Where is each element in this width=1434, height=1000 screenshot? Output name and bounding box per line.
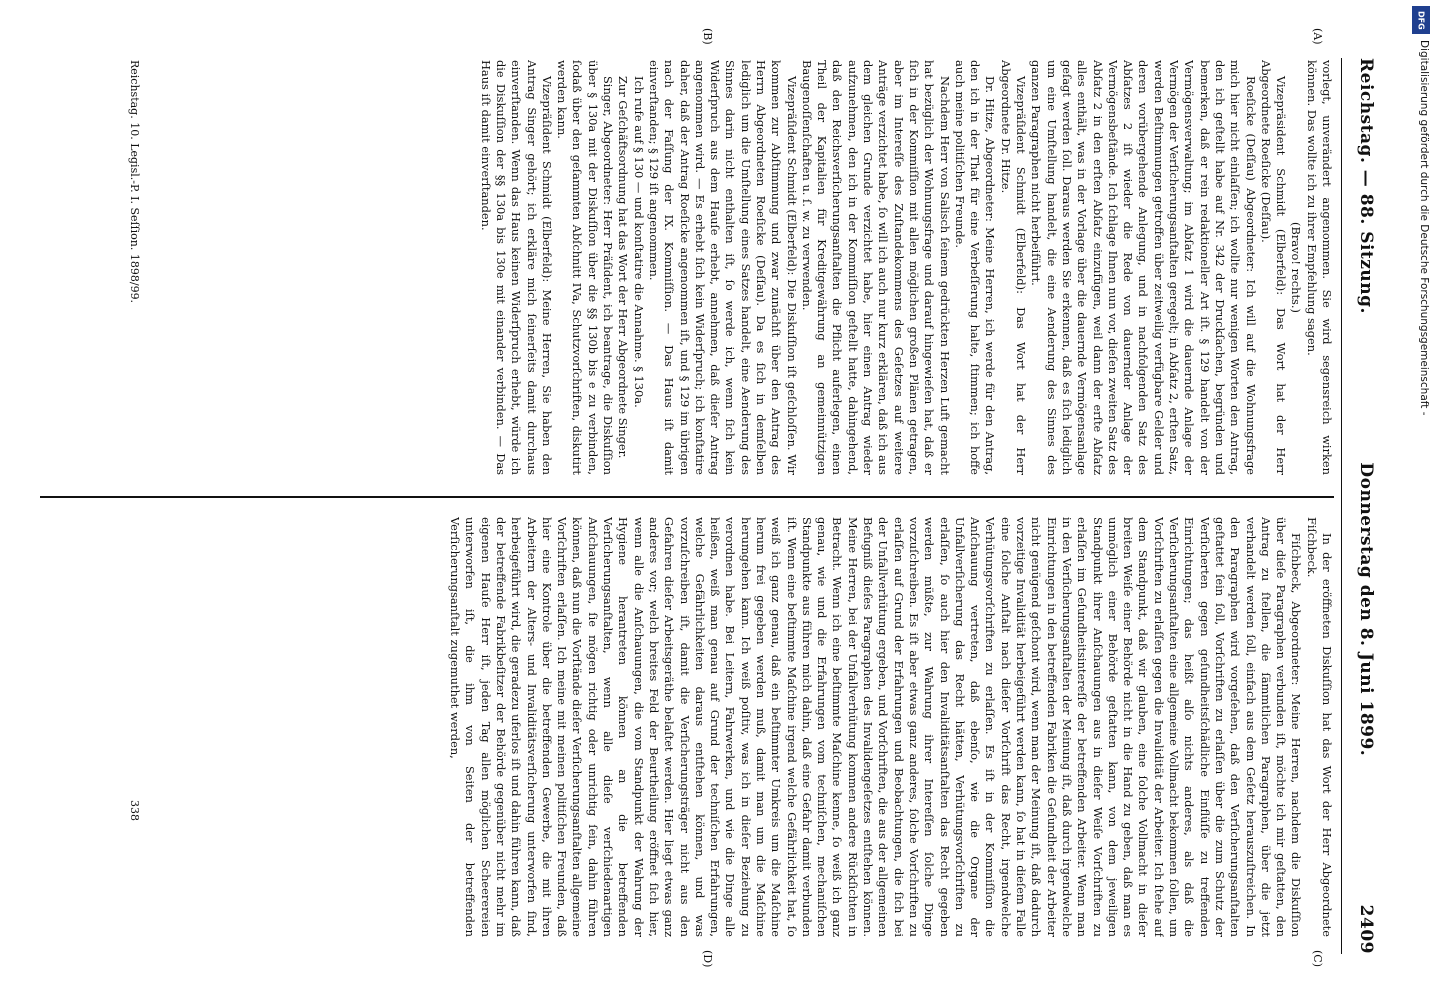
applause-note: (Bravo! rechts.) (1289, 222, 1304, 313)
margin-marker-c: (C) (1311, 950, 1324, 967)
paragraph: Dr. Hitze, Abgeordneter: Meine Herren, ich werde für den Antrag, den ich in der That für eine Verbeſſerung halte, ſtimmen; ich hoffe auch meine politiſchen Freunde. (952, 60, 998, 475)
right-column (40, 517, 1334, 937)
digitization-note: Digitalisierung gefördert durch die Deutsche Forschungsgemeinschaft - (1418, 40, 1430, 416)
margin-marker-b: (B) (701, 28, 714, 45)
margin-marker-a: (A) (1311, 28, 1324, 45)
paragraph: Vizepräſident Schmidt (Elberfeld): Die Diskuſſion iſt geſchloſſen. Wir kommen zur Abſtimmung und zwar zunächſt über den Antrag des Herrn Abgeordneten Roeſicke (Deſſau). Da es ſich in demſelben lediglich um die Umſtellung eines Satzes handelt, eine Aenderung des Sinnes darin nicht enthalten iſt, ſo werde ich, wenn ſich kein Widerſpruch aus dem Hauſe erhebt, annehmen, daß dieſer Antrag angenommen wird. — Es erhebt ſich kein Widerſpruch; ich konſtatire daher, daß der Antrag Roeſicke angenommen iſt, und § 129 im übrigen nach der Faſſung der IX. Kommiſſion. — Das Haus iſt damit einverſtanden; § 129 iſt angenommen. (646, 60, 799, 475)
page-header (1350, 58, 1376, 954)
header-date: Donnerstag den 8. Juni 1899. (1356, 462, 1376, 757)
header-rule (1341, 58, 1342, 954)
left-column (40, 60, 1334, 475)
paragraph: Fiſchbeck, Abgeordneter: Meine Herren, nachdem die Diskuſſion über dieſe Paragraphen verbunden iſt, möchte ich mir geſtatten, den Antrag zu ſtellen, die ſämmtlichen Paragraphen, über die jetzt verhandelt werden ſoll, einfach aus dem Geſetz herauszuſtreichen. In den Paragraphen wird vorgeſehen, daß den Verſicherungsanſtalten geſtattet ſein ſoll, Vorſchriften zu erlaſſen über die zum Schutz der Verſicherten gegen geſundheitsſchädliche Einflüſſe zu treffenden Einrichtungen; das heißt alſo nichts anderes, als daß die Verſicherungsanſtalten eine allgemeine Vollmacht bekommen ſollen, um Vorſchriften zu erlaſſen gegen die Invalidität der Arbeiter. Ich ſtehe auf dem Standpunkt, daß wir glauben, eine ſolche Vollmacht in dieſer breiten Weiſe einer Behörde nicht in die Hand zu geben, daß man es unmöglich einer Behörde geſtatten kann, von dem jeweiligen Standpunkt ihrer Anſchauungen aus in dieſer Weiſe Vorſchriften zu erlaſſen im Geſundheitsintereſſe der betreffenden Arbeiter. Wenn man in den Verſicherungsanſtalten der Meinung iſt, daß durch irgendwelche Einrichtungen in den betreffenden Fabriken die Geſundheit der Arbeiter nicht genügend geſchont wird, wenn man der Meinung iſt, daß dadurch vorzeitige Invalidität herbeigeführt werden kann, ſo hat in dieſem Falle eine ſolche Anſtalt nach dieſer Vorſchrift das Recht, irgendwelche Verhütungsvorſchriften zu erlaſſen. Es iſt in der Kommiſſion die Anſchauung vertreten, daß ebenſo, wie die Organe der Unfallverſicherung das Recht hätten, Verhütungsvorſchriften zu erlaſſen, ſo auch hier den Invaliditätsanſtalten das Recht gegeben werden müßte, zur Wahrung ihrer Intereſſen ſolche Dinge vorzuſchreiben. Es iſt aber etwas ganz anderes, ſolche Vorſchriften zu erlaſſen auf Grund der Erfahrungen und Beobachtungen, die ſich bei der Unfallverhütung ergeben, und Vorſchriften, die aus der allgemeinen Befugniß dieſes Paragraphen des Invalidengeſetzes entſtehen können. Meine Herren, bei der Unfallverhütung kommen andere Rückſichten in Betracht. Wenn ich eine beſtimmte Maſchine kenne, ſo weiß ich ganz genau, wie und die Erfahrungen vom techniſchen, mechaniſchen Standpunkte aus führen mich dahin, daß eine Gefahr damit verbunden iſt. Wenn eine beſtimmte Maſchine irgend welche Gefährlichkeit hat, ſo weiß ich ganz genau, daß ein beſtimmter Umkreis um die Maſchine herum frei gegeben werden muß, damit man um die Maſchine herumgehen kann. Ich weiß poſitiv, was ich in dieſer Beziehung zu verordnen habe. Bei Leitern, Fahrwerken, und wie die Dinge alle heißen, weiß man genau auf Grund der techniſchen Erfahrungen, welche Gefährlichkeiten daraus entſtehen können, und was vorzuſchreiben iſt, damit die Verſicherungsträger nicht aus den Gefahren dieſer Arbeitsgeräthe belaſtet werden. Hier liegt etwas ganz anderes vor; welch breites Feld der Beurtheilung eröffnet ſich hier, wenn alle die Anſchauungen, die vom Standpunkt der Wahrung der Hygiene herantreten können an die betreffenden Verſicherungsanſtalten, wenn alle dieſe verſchiedenartigen Anſchauungen, ſie mögen richtig oder unrichtig ſein, dahin führen können, daß nun die Vorſtände dieſer Verſicherungsanſtalten allgemeine Vorſchriften erlaſſen. Ich meine mit meinen politiſchen Freunden, daß hier eine Kontrole über die betreffenden Gewerbe, die mit ihren Arbeitern der Alters- und Invaliditätsverſicherung unterworfen ſind, herbeigeführt wird, die geradezu uferlos iſt und dahin führen kann, daß der betreffende Fabrikbeſitzer der Behörde gegenüber nicht mehr im eigenen Hauſe Herr iſt, jeden Tag allen möglichen Scheerereien unterworfen iſt, die ihm von Seiten der betreffenden Verſicherungsanſtalt zugemuthet werden, (448, 517, 1304, 937)
paragraph: Nachdem Herr von Salisch ſeinem gedrückten Herzen Luft gemacht hat bezüglich der Wohnungsfrage und darauf hingewieſen hat, daß er ſich in der Kommiſſion mit allen möglichen großen Plänen getragen, aber im Intereſſe des Zuſtandekommens des Geſetzes auf weitere Anträge verzichtet habe, ſo will ich auch nur kurz erklären, daß ich aus dem gleichen Grunde verzichtet habe, hier einen Antrag wieder aufzunehmen, den ich in der Kommiſſion geſtellt hatte, dahingehend, daß den Reichsverſicherungsanſtalten die Pflicht auferlegen, einen Theil der Kapitalien für Kreditgewährung an gemeinnützigen Baugenoſſenſchaften u. ſ. w. zu verwenden. (799, 60, 952, 475)
paragraph: Zur Geſchäftsordnung hat das Wort der Herr Abgeordnete Singer. (616, 76, 631, 459)
paragraph: Vizepräsident Schmidt (Elberfeld): Das Wort hat der Herr Abgeordnete Roeſicke (Deſſau). (1258, 60, 1289, 475)
footer-session: Reichstag. 10. Legisl.-P. I. Seſſion. 1898/99. (128, 60, 141, 304)
paragraph: Singer, Abgeordneter: Herr Präſident, ich beantrage, die Diskuſſion über § 130a mit der Diskuſſion über die §§ 130b bis e zu verbinden, ſodaß über den geſammten Abſchnitt IVa, Schutzvorſchriften, diskutirt werden kann. (555, 60, 616, 475)
page-number: 2409 (1356, 904, 1376, 954)
column-divider (40, 496, 1334, 498)
margin-marker-d: (D) (701, 950, 714, 968)
paragraph: Vizepräſident Schmidt (Elberfeld): Das Wort hat der Herr Abgeordnete Dr. Hitze. (998, 60, 1029, 475)
header-left: Reichstag. — 88. Sitzung. (1356, 58, 1376, 314)
dfg-margin-note (1410, 0, 1434, 1000)
paragraph: Roeſicke (Deſſau) Abgeordneter: Ich will auf die Wohnungsfrage mich hier nicht einlaſſen; ich wollte nur wenigen Worten den Antrag, den ich geſtellt habe auf Nr. 342 der Druckſachen, begründen und bemerken, daß er rein redaktioneller Art iſt. § 129 handelt von der Vermögensverwaltung; im Abſatz 1 wird die dauernde Anlage der Vermögen der Verſicherungsanſtalten geregelt; in Abſatz 2, erſten Satz, werden Beſtimmungen getroffen über zeitweilig verfügbare Gelder und deren vorübergehende Anlegung, und in nachfolgenden Satz des Abſatzes 2 iſt wieder die Rede von dauernder Anlage der Vermögensbeſtände. Ich ſchlage Ihnen nun vor, dieſen zweiten Satz des Abſatz 2 in den erſten Abſatz einzufügen, weil dann der erſte Abſatz alles enthält, was in der Vorlage über die dauernde Vermögensanlage geſagt werden ſoll. Daraus werden Sie erkennen, daß es ſich lediglich um eine Umſtellung handelt, die eine Aenderung des Sinnes des ganzen Paragraphen nicht herbeiführt. (1029, 60, 1258, 475)
paragraph: Vizepräſident Schmidt (Elberfeld): Meine Herren, Sie haben den Antrag Singer gehört; ich erkläre mich ſeinerſeits damit durchaus einverſtanden. Wenn das Haus keinen Widerſpruch erhebt, würde ich die Diskuſſion der §§ 130a bis 130e mit einander verbinden. — Das Haus iſt damit einverſtanden. (478, 60, 554, 475)
sheet-number: 338 (128, 800, 141, 821)
dfg-logo: DFG (1412, 6, 1430, 34)
paragraph: Ich rufe auf § 130 — und konſtatire die Annahme. § 130a. (631, 76, 646, 408)
paragraph: vorlegt, unverändert angenommen. Sie wird segensreich wirken können. Das wollte ich zu ihrer Empfehlung sagen. (1304, 60, 1334, 475)
paragraph: In der eröffneten Diskuſſion hat das Wort der Herr Abgeordnete Fiſchbeck. (1304, 517, 1334, 937)
